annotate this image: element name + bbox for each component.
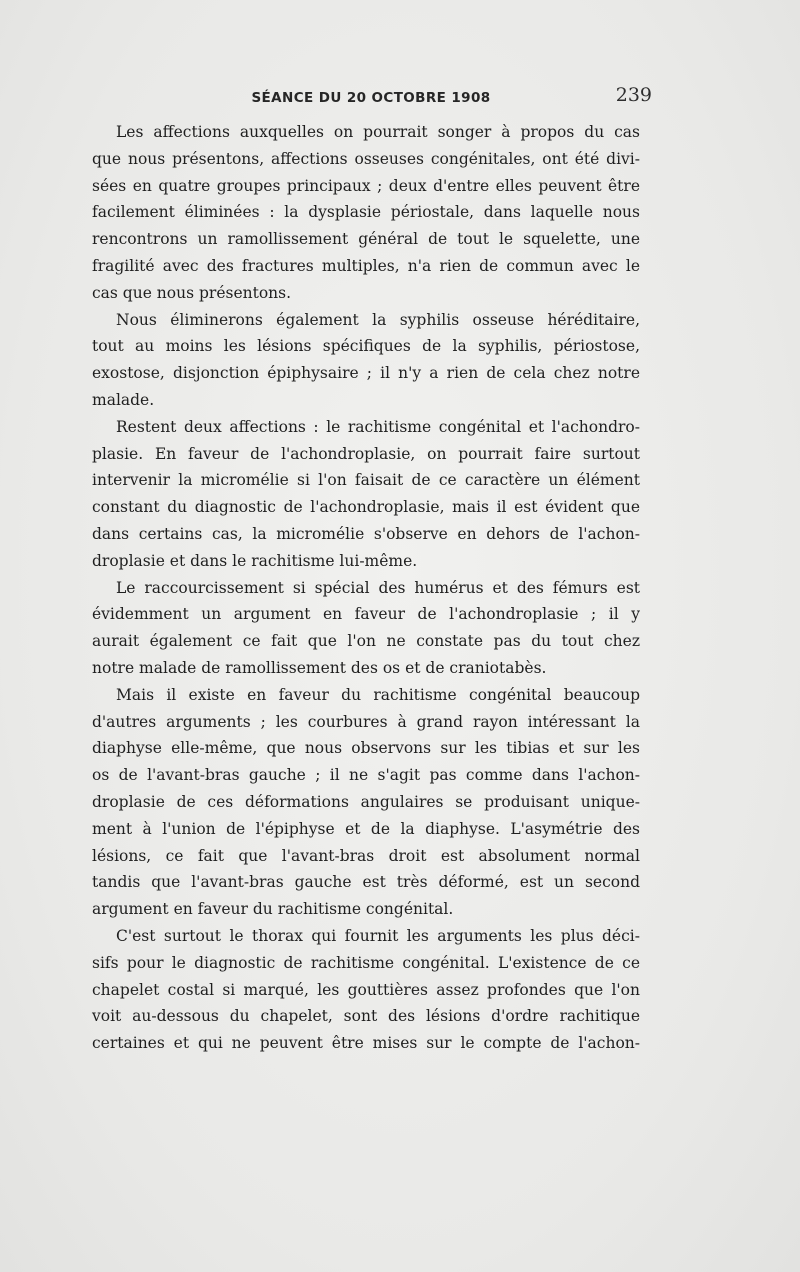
text-line: dans certains cas, la micromélie s'observe en dehors de l'achon- [92, 524, 640, 543]
text-line: droplasie et dans le rachitisme lui-même. [92, 551, 418, 570]
text-line: tandis que l'avant-bras gauche est très déformé, est un second [92, 873, 640, 892]
text-line: exostose, disjonction épiphysaire ; il n'y a rien de cela chez notre [92, 364, 640, 383]
text-line: voit au-dessous du chapelet, sont des lésions d'ordre rachitique [92, 1007, 640, 1026]
text-line: Mais il existe en faveur du rachitisme congénital beaucoup [116, 685, 640, 704]
text-line: d'autres arguments ; les courbures à grand rayon intéressant la [92, 712, 640, 731]
text-line: tout au moins les lésions spécifiques de la syphilis, périostose, [92, 337, 640, 356]
text-line: plasie. En faveur de l'achondroplasie, on pourrait faire surtout [92, 444, 640, 463]
text-line: rencontrons un ramollissement général de tout le squelette, une [92, 230, 640, 249]
text-line: argument en faveur du rachitisme congénital. [92, 900, 454, 919]
text-line: sées en quatre groupes principaux ; deux d'entre elles peuvent être [92, 176, 640, 195]
text-line: Le raccourcissement si spécial des humérus et des fémurs est [116, 578, 640, 597]
text-line: malade. [92, 390, 155, 409]
text-line: C'est surtout le thorax qui fournit les arguments les plus déci- [116, 926, 640, 945]
text-line: facilement éliminées : la dysplasie périostale, dans laquelle nous [92, 203, 640, 222]
text-line: que nous présentons, affections osseuses congénitales, ont été divi- [92, 149, 640, 168]
text-line: os de l'avant-bras gauche ; il ne s'agit pas comme dans l'achon- [92, 766, 640, 785]
text-line: lésions, ce fait que l'avant-bras droit est absolument normal [92, 846, 640, 865]
text-line: cas que nous présentons. [92, 283, 292, 302]
page-header [92, 84, 652, 114]
text-line: diaphyse elle-même, que nous observons sur les tibias et sur les [92, 739, 640, 758]
page-number: 239 [615, 84, 652, 106]
text-line: Nous éliminerons également la syphilis osseuse héréditaire, [116, 310, 640, 329]
text-line: ment à l'union de l'épiphyse et de la diaphyse. L'asymétrie des [92, 819, 640, 838]
text-line: constant du diagnostic de l'achondroplasie, mais il est évident que [92, 498, 640, 517]
text-line: évidemment un argument en faveur de l'achondroplasie ; il y [92, 605, 640, 624]
text-line: intervenir la micromélie si l'on faisait de ce caractère un élément [92, 471, 640, 490]
text-line: notre malade de ramollissement des os et de craniotabès. [92, 658, 547, 677]
running-head: SÉANCE DU 20 OCTOBRE 1908 [251, 90, 491, 106]
text-line: aurait également ce fait que l'on ne constate pas du tout chez [92, 632, 640, 651]
text-line: Les affections auxquelles on pourrait songer à propos du cas [116, 123, 640, 141]
body-text [92, 119, 640, 1057]
text-line: fragilité avec des fractures multiples, n'a rien de commun avec le [92, 256, 640, 275]
text-line: sifs pour le diagnostic de rachitisme congénital. L'existence de ce [92, 953, 640, 972]
text-line: certaines et qui ne peuvent être mises sur le compte de l'achon- [92, 1034, 640, 1053]
text-line: droplasie de ces déformations angulaires se produisant unique- [92, 792, 640, 811]
text-line: chapelet costal si marqué, les gouttières assez profondes que l'on [92, 980, 640, 999]
text-line: Restent deux affections : le rachitisme congénital et l'achondro- [116, 417, 640, 436]
